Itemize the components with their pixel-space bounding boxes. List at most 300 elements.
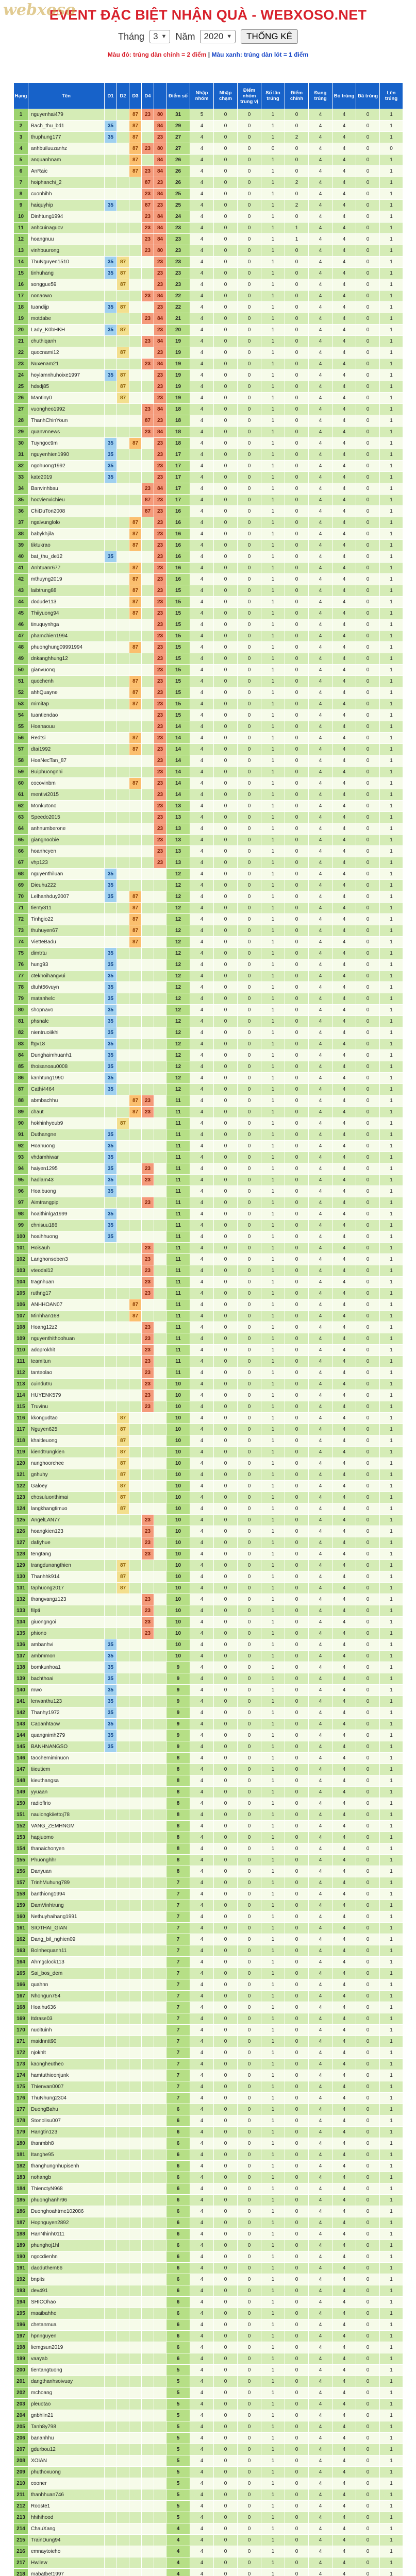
stat-cell: 0 [356, 1413, 380, 1424]
stat-cell: 0 [214, 2161, 238, 2172]
stat-cell: 0 [356, 1356, 380, 1367]
stat-cell: 4 [309, 1175, 332, 1186]
username-cell: VietteBadu [28, 937, 105, 948]
stat-cell: 0 [238, 2376, 261, 2387]
prediction-cell [105, 2240, 117, 2251]
month-select[interactable] [149, 30, 170, 43]
stat-cell: 4 [332, 1469, 356, 1481]
stat-cell: 0 [356, 1594, 380, 1605]
stat-cell: 1 [261, 1435, 285, 1447]
stat-cell: 0 [285, 472, 309, 483]
stat-cell: 0 [238, 1560, 261, 1571]
rank-cell: 47 [14, 631, 28, 642]
stat-cell: 0 [356, 121, 380, 132]
prediction-cell [105, 427, 117, 438]
stat-cell: 13 [167, 846, 190, 857]
stat-cell: 1 [261, 1424, 285, 1435]
stat-cell: 4 [309, 2161, 332, 2172]
rank-cell: 78 [14, 982, 28, 993]
stat-cell: 12 [167, 1016, 190, 1027]
stat-cell: 4 [190, 846, 214, 857]
prediction-cell: 23 [142, 109, 154, 121]
stat-cell: 1 [261, 1356, 285, 1367]
stat-cell: 1 [261, 449, 285, 461]
rank-cell: 187 [14, 2217, 28, 2229]
stat-cell: 10 [167, 1481, 190, 1492]
stat-cell: 0 [238, 359, 261, 370]
prediction-cell [105, 415, 117, 427]
prediction-cell: 23 [154, 449, 167, 461]
stat-cell: 4 [190, 1039, 214, 1050]
username-cell: ThienctyN968 [28, 2183, 105, 2195]
prediction-cell [105, 1571, 117, 1583]
stat-cell: 1 [380, 1311, 403, 1322]
rank-cell: 178 [14, 2115, 28, 2127]
prediction-cell [154, 2161, 167, 2172]
stat-cell: 0 [238, 1107, 261, 1118]
stat-cell: 0 [238, 903, 261, 914]
stat-cell: 0 [238, 2274, 261, 2285]
stat-cell: 4 [309, 2183, 332, 2195]
prediction-cell [129, 767, 142, 778]
stat-cell: 0 [214, 1809, 238, 1821]
stat-cell: 0 [285, 347, 309, 359]
stat-cell: 0 [214, 2093, 238, 2104]
stat-cell: 0 [285, 2467, 309, 2478]
rank-cell: 176 [14, 2093, 28, 2104]
prediction-cell [154, 1424, 167, 1435]
stat-cell: 0 [356, 1549, 380, 1560]
prediction-cell [129, 1764, 142, 1775]
prediction-cell: 87 [129, 1095, 142, 1107]
stat-cell: 0 [214, 653, 238, 665]
prediction-cell: 35 [105, 325, 117, 336]
prediction-cell [154, 1741, 167, 1753]
prediction-cell [129, 1968, 142, 1979]
username-cell: emnaytoieho [28, 2546, 105, 2557]
username-cell: chuthiqanh [28, 336, 105, 347]
stat-cell: 1 [380, 1345, 403, 1356]
stat-cell: 4 [309, 177, 332, 189]
prediction-cell [117, 1957, 129, 1968]
stat-cell: 4 [309, 1798, 332, 1809]
username-cell: giuongngoi [28, 1617, 105, 1628]
stat-cell: 0 [356, 1469, 380, 1481]
stat-cell: 0 [356, 200, 380, 211]
prediction-cell [117, 1741, 129, 1753]
table-row [14, 1220, 403, 1231]
stat-cell: 0 [356, 313, 380, 325]
stat-cell: 0 [285, 517, 309, 529]
stat-cell: 0 [356, 914, 380, 925]
stat-cell: 1 [261, 1957, 285, 1968]
username-cell: dafiyhue [28, 1537, 105, 1549]
table-row [14, 1594, 403, 1605]
stat-cell: 1 [380, 223, 403, 234]
table-row [14, 2478, 403, 2489]
prediction-cell [129, 347, 142, 359]
prediction-cell [154, 2149, 167, 2161]
stat-cell: 0 [285, 1413, 309, 1424]
table-row [14, 1265, 403, 1277]
stat-cell: 1 [380, 1254, 403, 1265]
prediction-cell: 87 [129, 744, 142, 755]
prediction-cell: 23 [154, 381, 167, 393]
prediction-cell [129, 631, 142, 642]
stat-cell: 1 [261, 1617, 285, 1628]
stat-cell: 4 [309, 1911, 332, 1923]
stat-cell: 4 [309, 608, 332, 619]
prediction-cell [154, 2002, 167, 2013]
stat-cell: 4 [309, 495, 332, 506]
stat-cell: 1 [261, 2036, 285, 2047]
table-row [14, 2319, 403, 2331]
stat-cell: 0 [238, 2013, 261, 2025]
stat-cell: 0 [214, 1571, 238, 1583]
prediction-cell [117, 1719, 129, 1730]
rank-cell: 161 [14, 1923, 28, 1934]
rank-cell: 111 [14, 1356, 28, 1367]
prediction-cell [117, 665, 129, 676]
rank-cell: 155 [14, 1855, 28, 1866]
stat-cell: 1 [261, 2070, 285, 2081]
prediction-cell [142, 1492, 154, 1503]
prediction-cell [129, 177, 142, 189]
stat-cell: 1 [380, 1469, 403, 1481]
stat-cell: 4 [309, 1628, 332, 1639]
prediction-cell [105, 2399, 117, 2410]
rank-cell: 127 [14, 1537, 28, 1549]
stat-cell: 4 [190, 1526, 214, 1537]
username-cell: kate2019 [28, 472, 105, 483]
prediction-cell: 87 [129, 540, 142, 551]
prediction-cell: 23 [142, 404, 154, 415]
prediction-cell [129, 2285, 142, 2297]
stat-cell: 0 [214, 710, 238, 721]
prediction-cell [117, 563, 129, 574]
prediction-cell [105, 404, 117, 415]
rank-cell: 31 [14, 449, 28, 461]
rank-cell: 130 [14, 1571, 28, 1583]
rank-cell: 24 [14, 370, 28, 381]
stat-cell: 0 [356, 2410, 380, 2421]
stat-cell: 1 [380, 1084, 403, 1095]
stat-cell: 1 [261, 846, 285, 857]
prediction-cell: 23 [154, 665, 167, 676]
stat-cell: 0 [356, 2319, 380, 2331]
stat-cell: 4 [309, 767, 332, 778]
stat-cell: 4 [332, 925, 356, 937]
legend-separator: | [206, 51, 212, 58]
prediction-cell [117, 1016, 129, 1027]
year-select[interactable] [200, 30, 236, 43]
stat-cell: 4 [332, 438, 356, 449]
stat-cell: 0 [356, 1254, 380, 1265]
prediction-cell [117, 2138, 129, 2149]
prediction-cell [154, 1719, 167, 1730]
stat-cell: 4 [332, 2467, 356, 2478]
stat-cell: 0 [356, 891, 380, 903]
prediction-cell [129, 415, 142, 427]
prediction-cell [117, 2195, 129, 2206]
stat-cell: 1 [380, 189, 403, 200]
stat-cell: 4 [190, 835, 214, 846]
stat-cell: 0 [285, 1458, 309, 1469]
stat-cell: 4 [190, 2308, 214, 2319]
stat-cell: 1 [380, 676, 403, 687]
prediction-cell [129, 2104, 142, 2115]
stat-cell: 0 [285, 2251, 309, 2263]
stat-cell: 4 [332, 1549, 356, 1560]
stat-cell: 4 [190, 1050, 214, 1061]
prediction-cell [117, 1685, 129, 1696]
stat-cell: 0 [285, 1900, 309, 1911]
stat-cell: 0 [238, 1073, 261, 1084]
stat-cell: 0 [285, 1730, 309, 1741]
username-cell: hdsdj85 [28, 381, 105, 393]
stat-cell: 0 [356, 608, 380, 619]
stat-cell: 0 [238, 914, 261, 925]
prediction-cell [154, 2251, 167, 2263]
stat-cell: 0 [238, 1809, 261, 1821]
prediction-cell [129, 2569, 142, 2576]
stat-cell: 4 [309, 880, 332, 891]
stat-cell: 0 [214, 1118, 238, 1129]
stat-cell: 4 [190, 1889, 214, 1900]
stat-cell: 18 [167, 404, 190, 415]
stat-cell: 4 [309, 1356, 332, 1367]
rank-cell: 188 [14, 2229, 28, 2240]
stat-cell: 4 [332, 347, 356, 359]
stat-cell: 1 [380, 1571, 403, 1583]
stat-cell: 0 [238, 1696, 261, 1707]
prediction-cell: 84 [154, 211, 167, 223]
stat-cell: 0 [214, 1866, 238, 1877]
stat-cell: 4 [332, 2319, 356, 2331]
stat-cell: 1 [380, 495, 403, 506]
stat-cell: 0 [285, 495, 309, 506]
stat-cell: 0 [238, 1209, 261, 1220]
username-cell: Duthangne [28, 1129, 105, 1141]
table-row [14, 585, 403, 597]
prediction-cell [129, 1809, 142, 1821]
stat-cell: 0 [214, 597, 238, 608]
stat-cell: 4 [190, 529, 214, 540]
stat-cell: 1 [380, 1662, 403, 1673]
stat-cell: 4 [190, 812, 214, 823]
stat-cell: 1 [380, 846, 403, 857]
stat-cell: 0 [238, 1979, 261, 1991]
username-cell: tuandijp [28, 302, 105, 313]
stat-cell: 0 [285, 2308, 309, 2319]
stat-cell: 1 [380, 177, 403, 189]
prediction-cell: 35 [105, 1163, 117, 1175]
stat-cell: 0 [214, 1186, 238, 1197]
username-cell: Lady_K0bHKH [28, 325, 105, 336]
table-row [14, 1084, 403, 1095]
table-row [14, 1662, 403, 1673]
table-row [14, 665, 403, 676]
stat-cell: 4 [309, 1594, 332, 1605]
stat-cell: 0 [214, 1492, 238, 1503]
stat-cell: 1 [380, 472, 403, 483]
prediction-cell [105, 631, 117, 642]
prediction-cell [117, 2104, 129, 2115]
rank-cell: 174 [14, 2070, 28, 2081]
username-cell: radioflrio [28, 1798, 105, 1809]
stat-cell: 4 [332, 1877, 356, 1889]
rank-cell: 16 [14, 279, 28, 291]
stat-cell: 4 [309, 1254, 332, 1265]
stat-cell: 0 [238, 2365, 261, 2376]
stat-cell: 4 [309, 2489, 332, 2501]
stat-cell: 1 [261, 1571, 285, 1583]
stat-cell: 0 [285, 1265, 309, 1277]
stat-cell: 8 [167, 1753, 190, 1764]
stat-cell: 0 [285, 143, 309, 155]
stat-cell: 0 [356, 2501, 380, 2512]
stat-cell: 0 [285, 1753, 309, 1764]
prediction-cell [142, 971, 154, 982]
stat-cell: 4 [309, 2217, 332, 2229]
prediction-cell [117, 1107, 129, 1118]
prediction-cell [105, 2569, 117, 2576]
stat-cell: 4 [309, 2138, 332, 2149]
stat-cell: 4 [190, 1333, 214, 1345]
prediction-cell [117, 1673, 129, 1685]
prediction-cell: 35 [105, 891, 117, 903]
stat-cell: 4 [190, 1979, 214, 1991]
stat-cell: 0 [214, 1900, 238, 1911]
stat-cell: 0 [214, 2376, 238, 2387]
username-cell: mthuyng2019 [28, 574, 105, 585]
stat-cell: 4 [332, 823, 356, 835]
username-cell: adoprokhit [28, 1345, 105, 1356]
stat-cell: 1 [380, 166, 403, 177]
stat-cell: 4 [332, 2149, 356, 2161]
table-row [14, 1764, 403, 1775]
rank-cell: 41 [14, 563, 28, 574]
stat-cell: 4 [309, 155, 332, 166]
prediction-cell [129, 1039, 142, 1050]
stat-cell: 4 [309, 2229, 332, 2240]
stat-cell: 0 [356, 665, 380, 676]
stat-cell: 0 [356, 1016, 380, 1027]
stat-cell: 1 [261, 2138, 285, 2149]
prediction-cell [154, 1390, 167, 1401]
table-row [14, 971, 403, 982]
prediction-cell: 35 [105, 268, 117, 279]
stat-cell: 0 [285, 1175, 309, 1186]
prediction-cell: 87 [129, 1311, 142, 1322]
rank-cell: 65 [14, 835, 28, 846]
table-row [14, 2240, 403, 2251]
prediction-cell [142, 1843, 154, 1855]
table-row [14, 1447, 403, 1458]
rank-cell: 73 [14, 925, 28, 937]
stat-cell: 1 [380, 1549, 403, 1560]
stat-cell: 0 [356, 279, 380, 291]
stat-cell: 12 [167, 869, 190, 880]
stat-cell: 0 [285, 1866, 309, 1877]
prediction-cell: 23 [154, 461, 167, 472]
stat-cell: 4 [190, 959, 214, 971]
prediction-cell [105, 1832, 117, 1843]
stat-cell: 0 [285, 257, 309, 268]
stat-cell: 25 [167, 200, 190, 211]
stat-cell: 1 [380, 665, 403, 676]
stat-cell: 0 [285, 1809, 309, 1821]
stat-cell: 0 [214, 801, 238, 812]
stat-cell: 1 [380, 653, 403, 665]
stat-cell: 0 [356, 2217, 380, 2229]
stat-cell: 1 [261, 370, 285, 381]
stat-cell: 4 [332, 1696, 356, 1707]
stat-cell: 1 [380, 234, 403, 245]
stat-cell: 0 [238, 2251, 261, 2263]
prediction-cell: 84 [154, 166, 167, 177]
table-row [14, 1050, 403, 1061]
prediction-cell [117, 801, 129, 812]
prediction-cell [154, 1367, 167, 1379]
prediction-cell [129, 1265, 142, 1277]
stat-cell: 4 [309, 1152, 332, 1163]
stat-cell: 6 [167, 2172, 190, 2183]
stat-cell: 6 [167, 2308, 190, 2319]
stat-cell: 0 [285, 619, 309, 631]
stat-cell: 4 [309, 676, 332, 687]
stat-cell: 0 [285, 2025, 309, 2036]
stat-cell: 0 [214, 1401, 238, 1413]
stat-cell: 4 [190, 1379, 214, 1390]
stat-cell: 0 [285, 2127, 309, 2138]
prediction-cell [142, 1923, 154, 1934]
stat-cell: 0 [214, 1356, 238, 1367]
stat-cell: 0 [214, 1855, 238, 1866]
username-cell: dev491 [28, 2285, 105, 2297]
stat-cell: 4 [190, 2353, 214, 2365]
stat-cell: 4 [332, 585, 356, 597]
stat-cell: 4 [309, 1039, 332, 1050]
prediction-cell [117, 2546, 129, 2557]
stat-cell: 17 [167, 449, 190, 461]
stat-cell: 1 [261, 1594, 285, 1605]
prediction-cell [129, 1413, 142, 1424]
stat-cell: 4 [332, 2501, 356, 2512]
username-cell: hadlam43 [28, 1175, 105, 1186]
stat-cell: 4 [309, 370, 332, 381]
stat-cell: 1 [380, 778, 403, 789]
rank-cell: 156 [14, 1866, 28, 1877]
stat-cell: 4 [332, 1299, 356, 1311]
rank-cell: 70 [14, 891, 28, 903]
stat-cell: 4 [332, 2512, 356, 2523]
stat-cell: 0 [214, 1843, 238, 1855]
stat-cell: 1 [261, 857, 285, 869]
stat-cell: 4 [332, 948, 356, 959]
stat-cell: 4 [332, 903, 356, 914]
username-cell: Itanghe95 [28, 2149, 105, 2161]
stat-cell: 1 [380, 1979, 403, 1991]
stat-cell: 4 [332, 1356, 356, 1367]
prediction-cell [129, 1118, 142, 1129]
stat-cell: 0 [285, 1299, 309, 1311]
rank-cell: 154 [14, 1843, 28, 1855]
stat-cell: 18 [167, 427, 190, 438]
stat-cell: 0 [238, 1673, 261, 1685]
prediction-cell [154, 2546, 167, 2557]
statistics-submit-button[interactable]: THỐNG KÊ [241, 29, 298, 44]
